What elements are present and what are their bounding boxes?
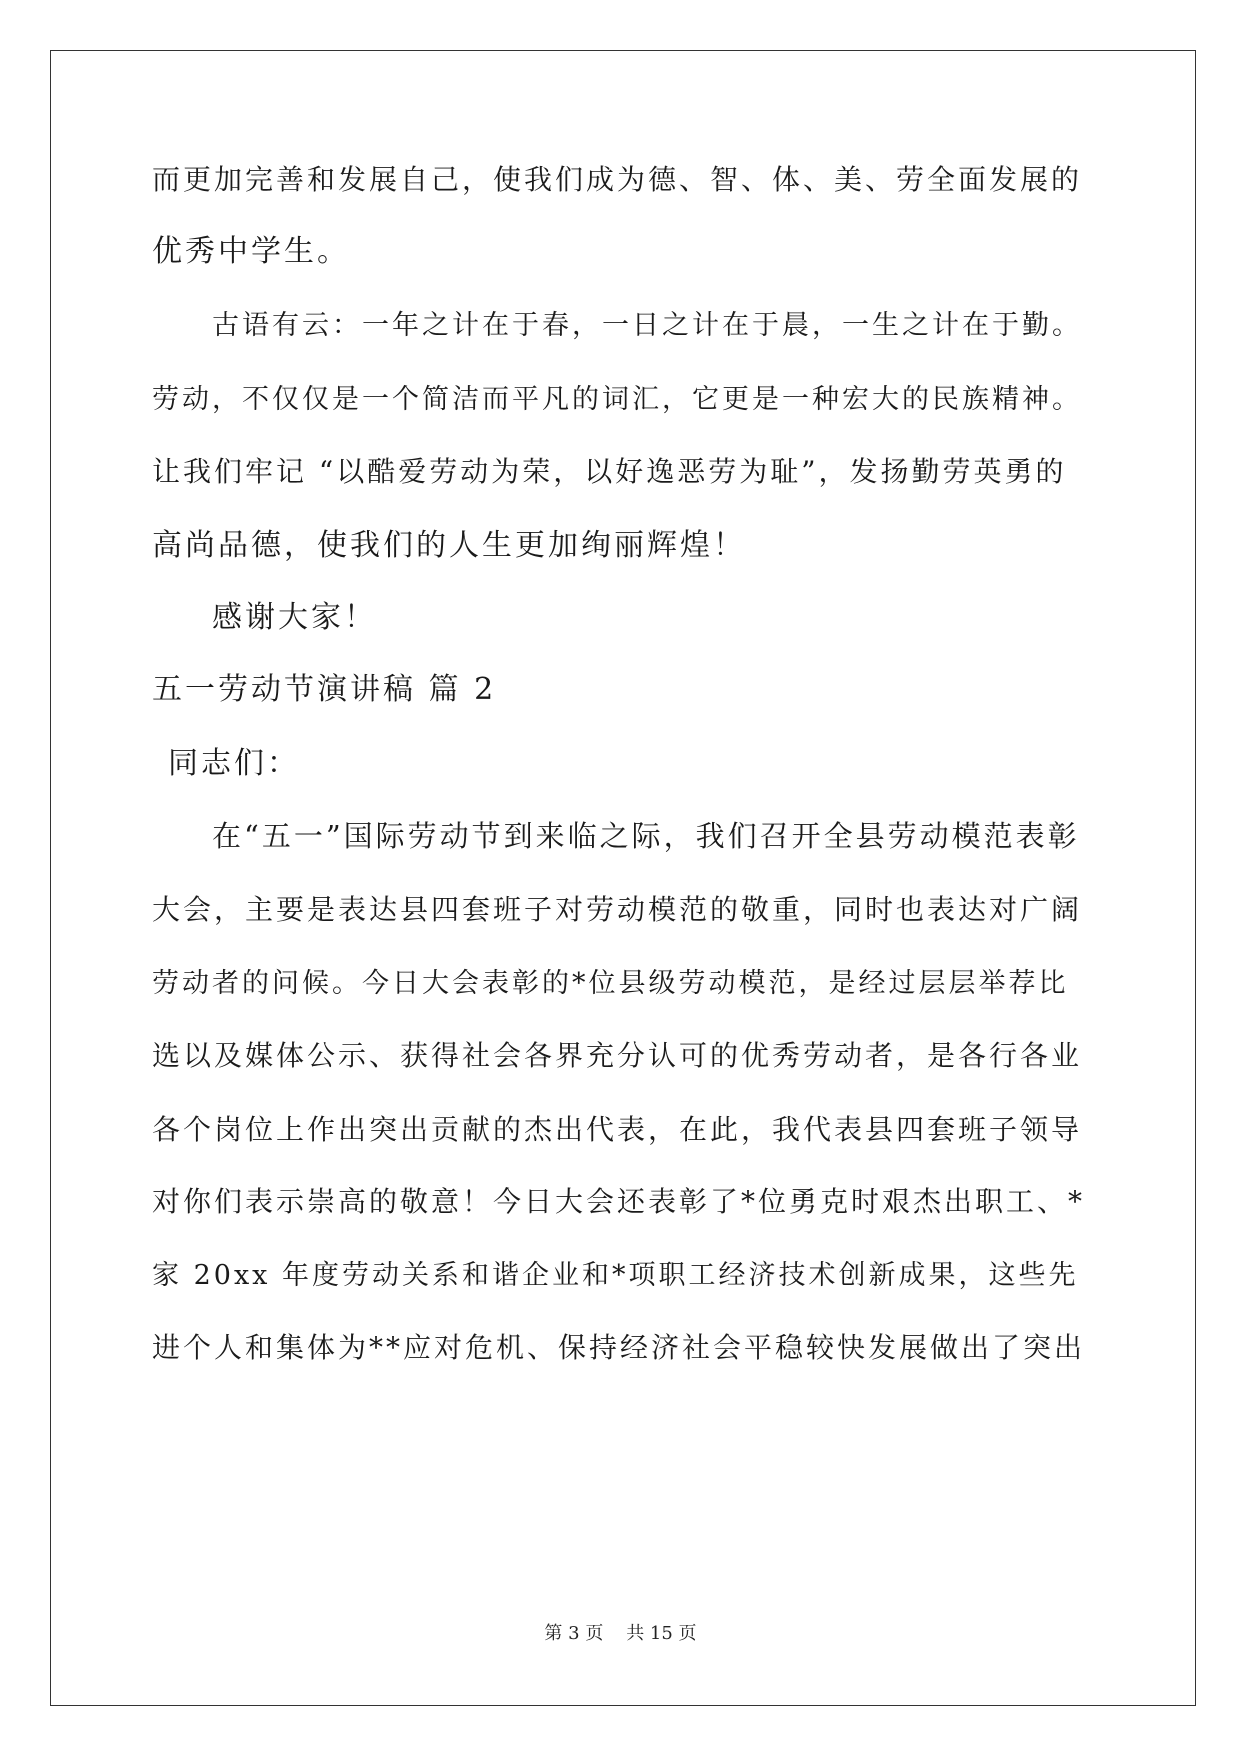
- page-number-footer: 第 3 页 共 15 页: [544, 1623, 697, 1644]
- text-line: 各个岗位上作出突出贡献的杰出代表，在此，我代表县四套班子领导: [152, 1113, 1083, 1146]
- text-line: 大会，主要是表达县四套班子对劳动模范的敬重，同时也表达对广阔: [152, 893, 1083, 926]
- text-line: 进个人和集体为**应对危机、保持经济社会平稳较快发展做出了突出: [152, 1331, 1086, 1364]
- paragraph-first-line: 古语有云：一年之计在于春，一日之计在于晨，一生之计在于勤。: [212, 310, 1082, 341]
- text-line: 高尚品德，使我们的人生更加绚丽辉煌！: [152, 528, 746, 563]
- paragraph-first-line: 在“五一”国际劳动节到来临之际，我们召开全县劳动模范表彰: [212, 819, 1080, 853]
- text-line: 家 20xx 年度劳动关系和谐企业和*项职工经济技术创新成果，这些先: [152, 1260, 1079, 1291]
- page-border: [50, 50, 1196, 1706]
- text-line: 而更加完善和发展自己，使我们成为德、智、体、美、劳全面发展的: [152, 163, 1083, 196]
- text-line: 选以及媒体公示、获得社会各界充分认可的优秀劳动者，是各行各业: [152, 1039, 1083, 1072]
- text-line: 让我们牢记 “以酷爱劳动为荣，以好逸恶劳为耻”，发扬勤劳英勇的: [152, 455, 1067, 488]
- paragraph-first-line: 感谢大家！: [212, 600, 377, 635]
- text-line: 对你们表示崇高的敬意！今日大会还表彰了*位勇克时艰杰出职工、*: [152, 1185, 1086, 1218]
- section-heading: 五一劳动节演讲稿 篇 2: [152, 672, 497, 707]
- salutation: 同志们：: [168, 746, 300, 781]
- text-line: 劳动，不仅仅是一个简洁而平凡的词汇，它更是一种宏大的民族精神。: [152, 384, 1082, 415]
- text-line: 劳动者的问候。今日大会表彰的*位县级劳动模范，是经过层层举荐比: [152, 968, 1069, 999]
- text-line: 优秀中学生。: [152, 234, 350, 269]
